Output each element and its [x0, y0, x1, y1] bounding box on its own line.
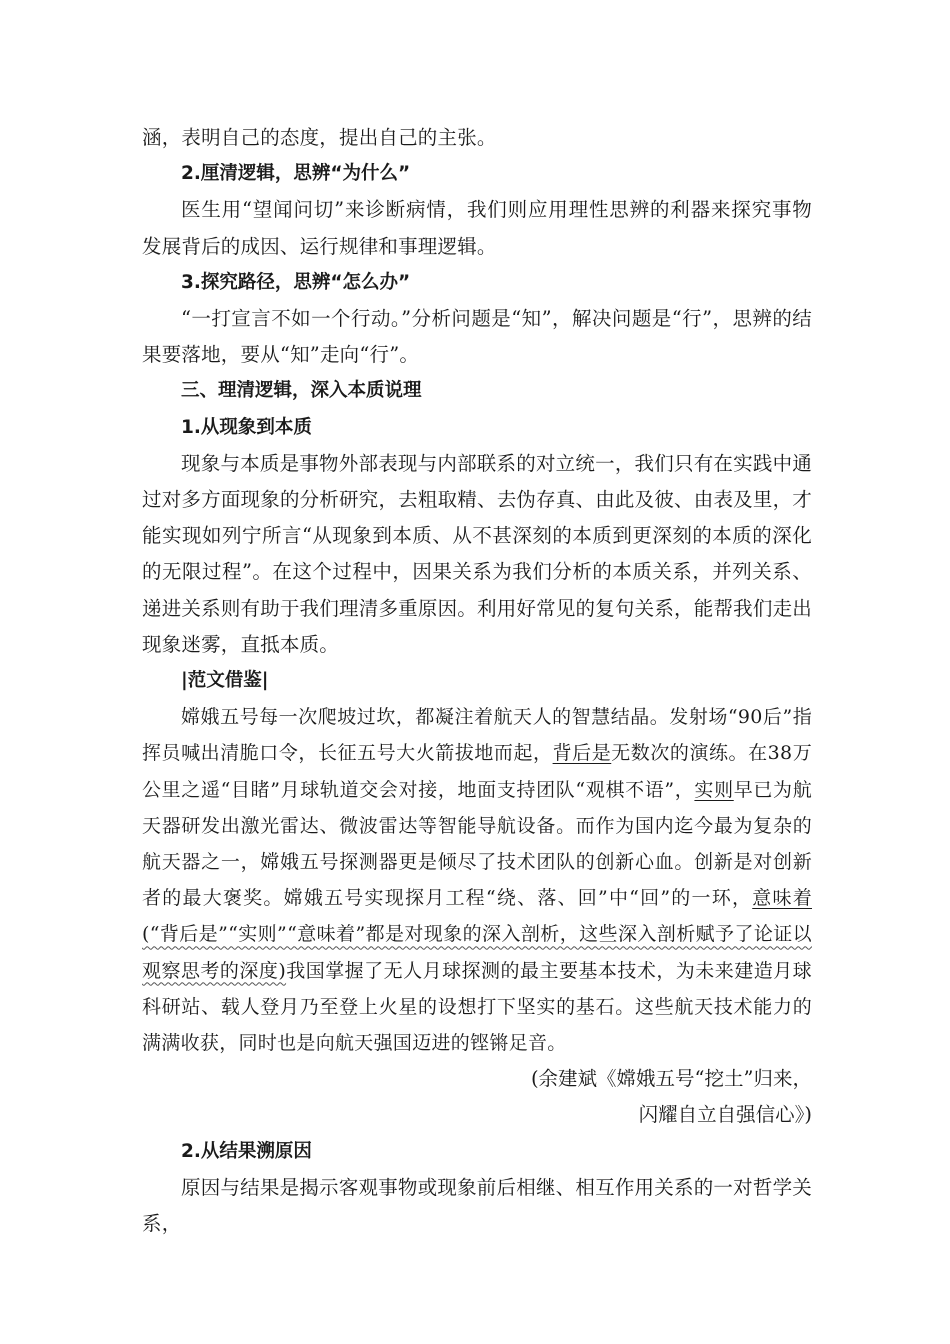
paragraph-why: 医生用“望闻问切”来诊断病情，我们则应用理性思辨的利器来探究事物发展背后的成因、运行规律和事理逻辑。 [142, 198, 812, 258]
underlined-phrase-1: 背后是 [552, 742, 612, 765]
paragraph-cause: 原因与结果是揭示客观事物或现象前后相继、相互作用关系的一对哲学关系， [142, 1175, 812, 1236]
paragraph-continuation: 涵，表明自己的态度，提出自己的主张。 [142, 126, 497, 149]
heading-example: |范文借鉴| [181, 670, 269, 692]
heading-why: 2.厘清逻辑，思辨“为什么” [181, 163, 411, 185]
annotation-note: (“背后是”“实则”“意味着”都是对现象的深入剖析，这些深入剖析赋予了论证以观察思考的深度) [142, 923, 812, 982]
heading-essence: 1.从现象到本质 [181, 416, 312, 438]
underlined-phrase-3: 意味着 [752, 887, 812, 910]
heading-how: 3.探究路径，思辨“怎么办” [181, 271, 411, 293]
example-paragraph [142, 699, 812, 1061]
example-text-1: 嫦娥五号每一次爬坡过坎，都凝注着航天人的智慧结晶。发射场“90后”指挥员喊出清脆口令，长征五号大火箭拔地而起， [142, 706, 812, 765]
example-text-4: 我国掌握了无人月球探测的最主要基本技术，为未来建造月球科研站、载人登月乃至登上火星的设想打下坚实的基石。这些航天技术能力的满满收获，同时也是向航天强国迈进的铿锵足音。 [142, 959, 812, 1055]
section-heading-3: 三、理清逻辑，深入本质说理 [181, 380, 422, 402]
paragraph-essence: 现象与本质是事物外部表现与内部联系的对立统一，我们只有在实践中通过对多方面现象的分析研究，去粗取精、去伪存真、由此及彼、由表及里，才能实现如列宁所言“从现象到本质、从不甚深刻的本质到更深刻的本质的深化的无限过程”。在这个过程中，因果关系为我们分析的本质关系，并列关系、递进关系则有助于我们理清多重原因。利用好常见的复句关系，能帮我们走出现象迷雾，直抵本质。 [142, 451, 812, 656]
document-page [142, 120, 812, 1242]
paragraph-how: “一打宣言不如一个行动。”分析问题是“知”，解决问题是“行”，思辨的结果要落地，要从“知”走向“行”。 [142, 307, 812, 367]
example-text-2: 无数次的演练。在38万公里之遥“目睹”月球轨道交会对接，地面支持团队“观棋不语”， [142, 742, 812, 801]
example-text-3: 早已为航天器研发出激光雷达、微波雷达等智能导航设备。而作为国内迄今最为复杂的航天器之一，嫦娥五号探测器更是倾尽了技术团队的创新心血。创新是对创新者的最大褒奖。嫦娥五号实现探月工程“绕、落、回”中“回”的一环， [142, 778, 812, 910]
underlined-phrase-2: 实则 [694, 778, 734, 801]
source-line-2: 闪耀自立自强信心》) [638, 1103, 812, 1127]
source-line-1: (余建斌《嫦娥五号“挖土”归来， [530, 1067, 812, 1091]
heading-cause: 2.从结果溯原因 [181, 1140, 312, 1162]
